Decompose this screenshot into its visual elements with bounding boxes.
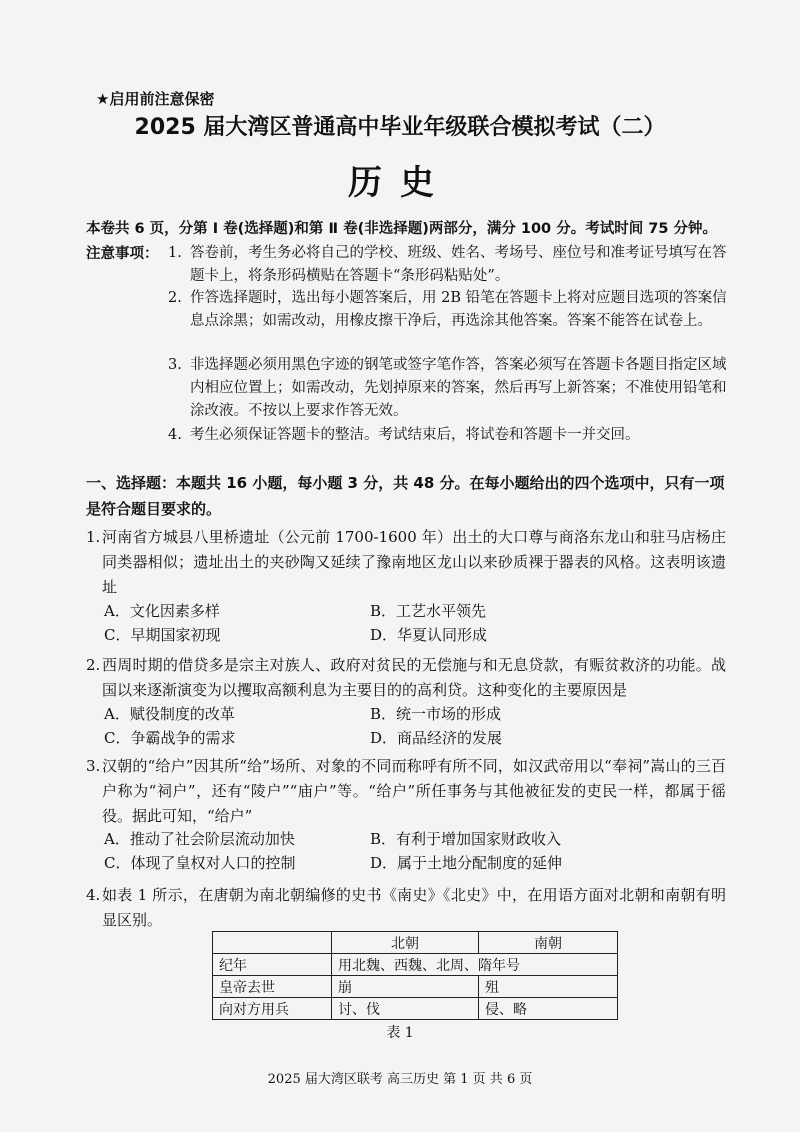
table-header-cell: 南朝 bbox=[479, 932, 618, 954]
notice-item bbox=[168, 354, 728, 423]
notice-number: 4. bbox=[168, 427, 182, 443]
notice-label: 注意事项： bbox=[86, 246, 159, 262]
subject-title: 历史 bbox=[348, 163, 452, 203]
page-footer: 2025 届大湾区联考 高三历史 第 1 页 共 6 页 bbox=[267, 1072, 533, 1087]
table-header-row bbox=[213, 932, 618, 954]
notice-item bbox=[168, 242, 728, 288]
question-stem: 西周时期的借贷多是宗主对族人、政府对贫民的无偿施与和无息贷款，有赈贫救济的功能。战国以来逐渐演变为以攫取高额利息为主要目的的高利贷。这种变化的主要原因是 bbox=[102, 656, 726, 699]
table-row bbox=[213, 954, 618, 976]
question-4 bbox=[86, 883, 726, 933]
question-number: 3. bbox=[86, 757, 101, 775]
option-c: C．早期国家初现 bbox=[104, 626, 221, 644]
option-a: A．推动了社会阶层流动加快 bbox=[104, 830, 295, 848]
question-number: 4. bbox=[86, 886, 101, 904]
table-row bbox=[213, 998, 618, 1020]
confidential-label: ★启用前注意保密 bbox=[96, 90, 215, 108]
option-b: B．有利于增加国家财政收入 bbox=[370, 830, 562, 848]
notice-number: 3. bbox=[168, 357, 182, 373]
notice-text: 作答选择题时，选出每小题答案后，用 2B 铅笔在答题卡上将对应题目选项的答案信息点涂黑；如需改动，用橡皮擦干净后，再选涂其他答案。答案不能答在试卷上。 bbox=[190, 290, 727, 329]
question-1 bbox=[86, 525, 726, 600]
option-b: B．工艺水平领先 bbox=[370, 602, 487, 620]
section-heading: 一、选择题：本题共 16 小题，每小题 3 分，共 48 分。在每小题给出的四个选项中，只有一项是符合题目要求的。 bbox=[86, 474, 725, 518]
notice-item bbox=[168, 424, 728, 447]
table-cell: 殂 bbox=[479, 976, 618, 998]
option-c: C．体现了皇权对人口的控制 bbox=[104, 854, 296, 872]
notice-item bbox=[168, 287, 728, 333]
table-cell: 崩 bbox=[332, 976, 479, 998]
question-number: 1. bbox=[86, 528, 101, 546]
exam-intro: 本卷共 6 页，分第 Ⅰ 卷(选择题)和第 Ⅱ 卷(非选择题)两部分，满分 100 分。考试时间 75 分钟。 bbox=[86, 221, 717, 237]
notice-text: 考生必须保证答题卡的整洁。考试结束后，将试卷和答题卡一并交回。 bbox=[190, 427, 640, 443]
table-cell: 用北魏、西魏、北周、隋年号 bbox=[332, 954, 618, 976]
question-number: 2. bbox=[86, 656, 101, 674]
table-cell: 侵、略 bbox=[479, 998, 618, 1020]
table-header-cell: 北朝 bbox=[332, 932, 479, 954]
table-cell: 纪年 bbox=[213, 954, 332, 976]
exam-title: 2025 届大湾区普通高中毕业年级联合模拟考试（二） bbox=[134, 115, 666, 140]
table-cell: 向对方用兵 bbox=[213, 998, 332, 1020]
option-c: C．争霸战争的需求 bbox=[104, 729, 236, 747]
notice-number: 2. bbox=[168, 290, 182, 306]
notice-text: 答卷前，考生务必将自己的学校、班级、姓名、考场号、座位号和准考证号填写在答题卡上，将条形码横贴在答题卡“条形码粘贴处”。 bbox=[190, 245, 727, 284]
option-d: D．华夏认同形成 bbox=[370, 626, 488, 644]
table-1 bbox=[212, 931, 618, 1020]
question-stem: 河南省方城县八里桥遗址（公元前 1700-1600 年）出土的大口尊与商洛东龙山和驻马店杨庄同类器相似；遗址出土的夹砂陶又延续了豫南地区龙山以来砂质裸于器表的风格。这表明该遗址 bbox=[102, 528, 726, 596]
table-caption: 表 1 bbox=[386, 1025, 414, 1041]
question-2 bbox=[86, 653, 726, 703]
notice-number: 1. bbox=[168, 245, 182, 261]
option-d: D．属于土地分配制度的延伸 bbox=[370, 854, 563, 872]
option-a: A．文化因素多样 bbox=[104, 602, 220, 620]
table-cell: 皇帝去世 bbox=[213, 976, 332, 998]
table-cell: 讨、伐 bbox=[332, 998, 479, 1020]
question-stem: 如表 1 所示，在唐朝为南北朝编修的史书《南史》《北史》中，在用语方面对北朝和南朝有明显区别。 bbox=[102, 886, 726, 929]
question-stem: 汉朝的“给户”因其所“给”场所、对象的不同而称呼有所不同，如汉武帝用以“奉祠”嵩山的三百户称为“祠户”，还有“陵户”“庙户”等。“给户”所任事务与其他被征发的吏民一样，都属于徭役。据此可知，“给户” bbox=[102, 757, 726, 825]
question-3 bbox=[86, 754, 726, 829]
table-header-cell bbox=[213, 932, 332, 954]
option-a: A．赋役制度的改革 bbox=[104, 705, 235, 723]
notice-text: 非选择题必须用黑色字迹的钢笔或签字笔作答，答案必须写在答题卡各题目指定区域内相应位置上；如需改动，先划掉原来的答案，然后再写上新答案；不准使用铅笔和涂改液。不按以上要求作答无效。 bbox=[190, 357, 727, 419]
table-row bbox=[213, 976, 618, 998]
option-b: B．统一市场的形成 bbox=[370, 705, 502, 723]
option-d: D．商品经济的发展 bbox=[370, 729, 503, 747]
